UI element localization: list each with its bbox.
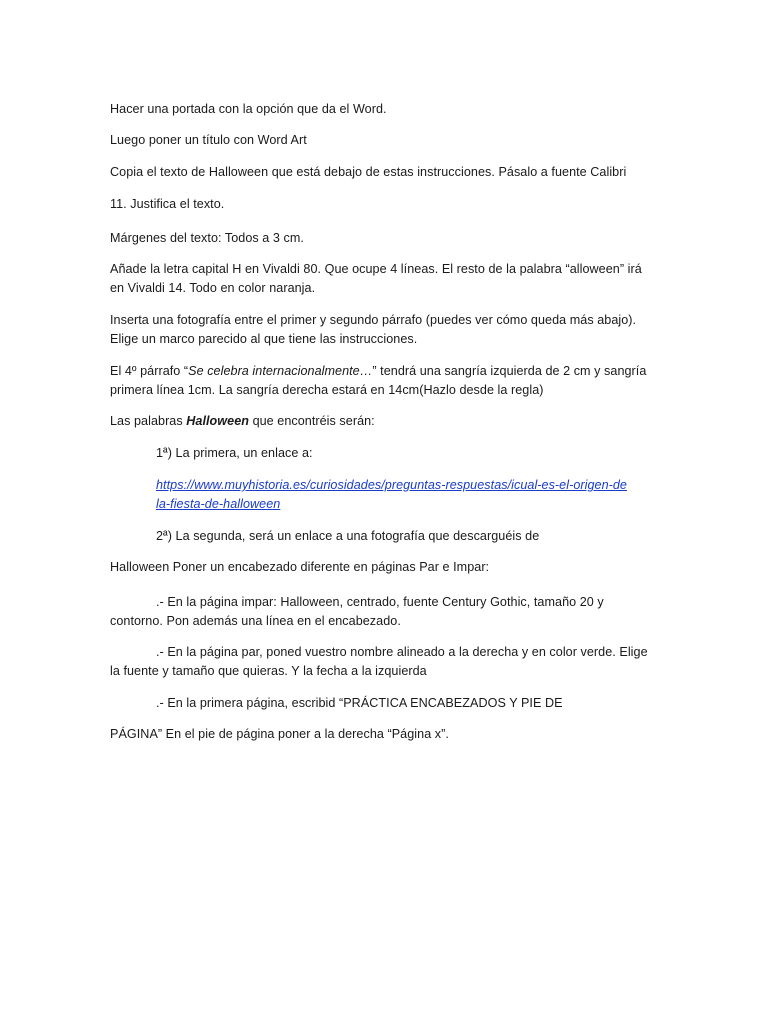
- instruction-cover: Hacer una portada con la opción que da el Word.: [110, 102, 387, 116]
- instruction-capital-line1: Añade la letra capital H en Vivaldi 80. Que ocupe 4 líneas. El resto de la palabra “alloween” irá: [110, 262, 642, 276]
- words-bold: Halloween: [186, 414, 250, 428]
- instruction-photo-line2: Elige un marco parecido al que tiene las instrucciones.: [110, 332, 418, 346]
- hyperlink-line1[interactable]: https://www.muyhistoria.es/curiosidades/preguntas-respuestas/icual-es-el-origen-de: [156, 478, 627, 492]
- instruction-wordart: Luego poner un título con Word Art: [110, 133, 307, 147]
- instruction-header: Halloween Poner un encabezado diferente en páginas Par e Impar:: [110, 560, 490, 574]
- instruction-indent-line2: primera línea 1cm. La sangría derecha estará en 14cm(Hazlo desde la regla): [110, 383, 544, 397]
- bullet-even-page-line1: .- En la página par, poned vuestro nombre alineado a la derecha y en color verde. Elige: [156, 645, 648, 659]
- indent-suffix: ” tendrá una sangría izquierda de 2 cm y sangría: [372, 364, 647, 378]
- instruction-indent-line1: [110, 362, 646, 381]
- instruction-photo-line1: Inserta una fotografía entre el primer y segundo párrafo (puedes ver cómo queda más abajo).: [110, 313, 637, 327]
- words-suffix: que encontréis serán:: [249, 414, 375, 428]
- instruction-justify: 11. Justifica el texto.: [110, 197, 225, 211]
- instruction-footer: PÁGINA” En el pie de página poner a la derecha “Página x”.: [110, 727, 449, 741]
- bullet-even-page-line2: la fuente y tamaño que quieras. Y la fecha a la izquierda: [110, 664, 427, 678]
- item-second-link: 2ª) La segunda, será un enlace a una fotografía que descarguéis de: [156, 529, 540, 543]
- bullet-odd-page-line2: contorno. Pon además una línea en el encabezado.: [110, 614, 401, 628]
- hyperlink-line2[interactable]: la-fiesta-de-halloween: [156, 497, 281, 511]
- item-first-link: 1ª) La primera, un enlace a:: [156, 446, 313, 460]
- words-prefix: Las palabras: [110, 414, 187, 428]
- instruction-capital-line2: en Vivaldi 14. Todo en color naranja.: [110, 281, 316, 295]
- bullet-first-page-line1: .- En la primera página, escribid “PRÁCTICA ENCABEZADOS Y PIE DE: [156, 696, 563, 710]
- instruction-copy-text: Copia el texto de Halloween que está debajo de estas instrucciones. Pásalo a fuente Calibri: [110, 165, 627, 179]
- indent-quote: Se celebra internacionalmente…: [188, 364, 373, 378]
- instruction-margins: Márgenes del texto: Todos a 3 cm.: [110, 231, 304, 245]
- instruction-halloween-words: [110, 412, 375, 431]
- bullet-odd-page-line1: .- En la página impar: Halloween, centrado, fuente Century Gothic, tamaño 20 y: [156, 595, 604, 609]
- indent-prefix: El 4º párrafo “: [110, 364, 189, 378]
